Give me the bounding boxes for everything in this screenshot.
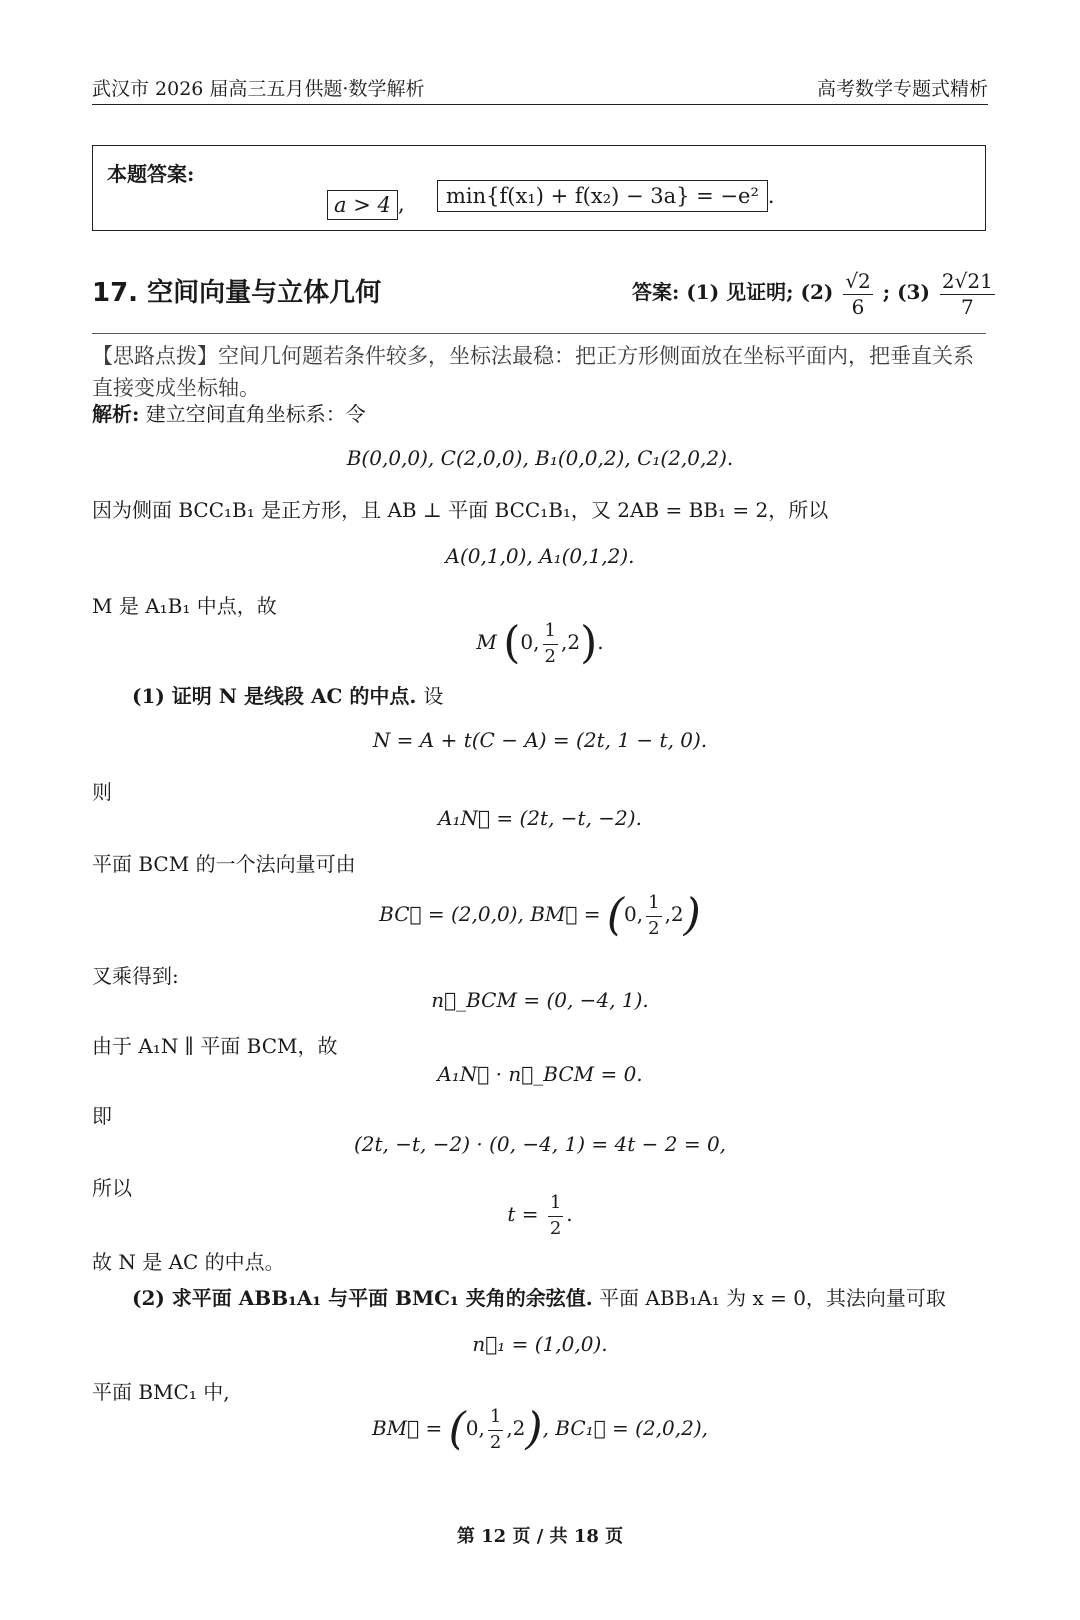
- section-answer: [632, 268, 998, 319]
- hint-paragraph: 【思路点拨】空间几何题若条件较多，坐标法最稳：把正方形侧面放在坐标平面内，把垂直关系直接变成坐标轴。: [92, 344, 974, 400]
- eq-bm-bc1: [0, 1404, 1080, 1455]
- part-2-rest: 平面 ABB₁A₁ 为 x = 0，其法向量可取: [599, 1286, 946, 1310]
- analysis-text: 建立空间直角坐标系：令: [145, 402, 366, 426]
- half-num: 1: [543, 618, 558, 645]
- line-since: 由于 A₁N ∥ 平面 BCM，故: [92, 1034, 338, 1058]
- answer-2-den: 6: [851, 295, 865, 319]
- answer-formula-2: min{f(x₁) + f(x₂) − 3a} = −e²: [437, 180, 768, 212]
- answer-2-num: √2: [845, 269, 871, 293]
- answer-formula-2-wrap: [437, 184, 775, 208]
- eq-last-half: [488, 1404, 503, 1455]
- part-2-title: (2) 求平面 ABB₁A₁ 与平面 BMC₁ 夹角的余弦值.: [132, 1286, 593, 1310]
- eq-t: [0, 1190, 1080, 1241]
- answer-box-title: 本题答案:: [107, 162, 195, 186]
- half-den: 2: [544, 646, 556, 667]
- eq-last-pre: BM⃗ =: [371, 1416, 443, 1440]
- answer-prefix: 答案: (1) 见证明; (2): [632, 280, 834, 304]
- eq-n1: n⃗₁ = (1,0,0).: [472, 1332, 608, 1356]
- half-den: 2: [648, 918, 660, 939]
- answer-3-num: 2√21: [941, 269, 993, 293]
- eq-bc-vec: BC⃗ = (2,0,0), BM⃗ =: [379, 902, 607, 926]
- part-2-line: [132, 1282, 946, 1311]
- answer-comma: ,: [398, 192, 405, 216]
- line-ji: 即: [92, 1104, 112, 1128]
- paren-left: (: [503, 617, 521, 669]
- section-divider: [92, 333, 986, 334]
- half-num: 1: [646, 890, 661, 917]
- eq-t-pre: t =: [507, 1202, 539, 1226]
- section-title: 17. 空间向量与立体几何: [92, 278, 382, 308]
- half-num: 1: [548, 1190, 563, 1217]
- line-ze: 则: [92, 780, 112, 804]
- eq-bc-bm: [0, 890, 1080, 941]
- analysis-label: 解析:: [92, 402, 140, 426]
- analysis-line: [92, 398, 366, 427]
- answer-mid: ; (3): [882, 280, 930, 304]
- eq-last-post: , BC₁⃗ = (2,0,2),: [542, 1416, 709, 1440]
- eq-normal-bcm: n⃗_BCM = (0, −4, 1).: [431, 988, 649, 1012]
- half-num: 1: [488, 1404, 503, 1431]
- header-left-title: 武汉市 2026 届高三五月供题·数学解析: [92, 78, 425, 100]
- header-right-title: 高考数学专题式精析: [816, 78, 988, 100]
- eq-bm-b: ,2: [664, 902, 684, 926]
- answer-formula-1: a > 4: [327, 190, 398, 220]
- eq-a1n: A₁N⃗ = (2t, −t, −2).: [438, 806, 642, 830]
- line-conclusion: 故 N 是 AC 的中点。: [92, 1250, 285, 1274]
- paren-right: ): [525, 1403, 543, 1455]
- eq-last-a: 0,: [465, 1416, 485, 1440]
- line-cross: 叉乘得到:: [92, 964, 179, 988]
- eq-m-a: 0,: [520, 630, 540, 654]
- eq-dot-zero: A₁N⃗ · n⃗_BCM = 0.: [437, 1062, 643, 1086]
- answer-2-fraction: [843, 268, 872, 319]
- eq-m-half: [543, 618, 558, 669]
- eq-m-period: .: [597, 630, 604, 654]
- eq-t-half: [548, 1190, 563, 1241]
- eq-t-period: .: [566, 1202, 573, 1226]
- part-1-rest: 设: [423, 684, 444, 708]
- paren-right: ): [580, 617, 598, 669]
- answer-3-den: 7: [961, 295, 974, 319]
- paren-left: (: [448, 1403, 466, 1455]
- page-footer: 第 12 页 / 共 18 页: [456, 1526, 624, 1547]
- answer-period: .: [767, 184, 775, 208]
- paren-left: (: [606, 889, 625, 941]
- half-den: 2: [489, 1432, 502, 1453]
- line-plane-bmc1: 平面 BMC₁ 中,: [92, 1380, 230, 1404]
- eq-m-label: M: [476, 630, 497, 654]
- line-because: 因为侧面 BCC₁B₁ 是正方形，且 AB ⊥ 平面 BCC₁B₁，又 2AB = BB₁ = 2，所以: [92, 498, 829, 522]
- eq-bm-half: [646, 890, 661, 941]
- part-1-title: (1) 证明 N 是线段 AC 的中点.: [132, 684, 417, 708]
- paren-right: ): [683, 889, 701, 941]
- page-header: [92, 70, 988, 105]
- half-den: 2: [549, 1218, 562, 1239]
- eq-coordinates-bc: B(0,0,0), C(2,0,0), B₁(0,0,2), C₁(2,0,2).: [346, 446, 734, 470]
- eq-n: N = A + t(C − A) = (2t, 1 − t, 0).: [372, 728, 708, 752]
- answer-3-fraction: [940, 268, 995, 319]
- line-plane-bcm: 平面 BCM 的一个法向量可由: [92, 852, 356, 876]
- eq-coordinates-a: A(0,1,0), A₁(0,1,2).: [445, 544, 635, 568]
- eq-calc: (2t, −t, −2) · (0, −4, 1) = 4t − 2 = 0,: [353, 1132, 727, 1156]
- eq-bm-a: 0,: [624, 902, 644, 926]
- eq-last-b: ,2: [506, 1416, 526, 1440]
- line-suoyi: 所以: [92, 1176, 132, 1200]
- eq-m-b: ,2: [560, 630, 581, 654]
- line-midpoint-m: M 是 A₁B₁ 中点，故: [92, 594, 277, 618]
- part-1-line: [132, 680, 443, 709]
- answer-box: [92, 145, 986, 231]
- eq-m: [0, 618, 1080, 669]
